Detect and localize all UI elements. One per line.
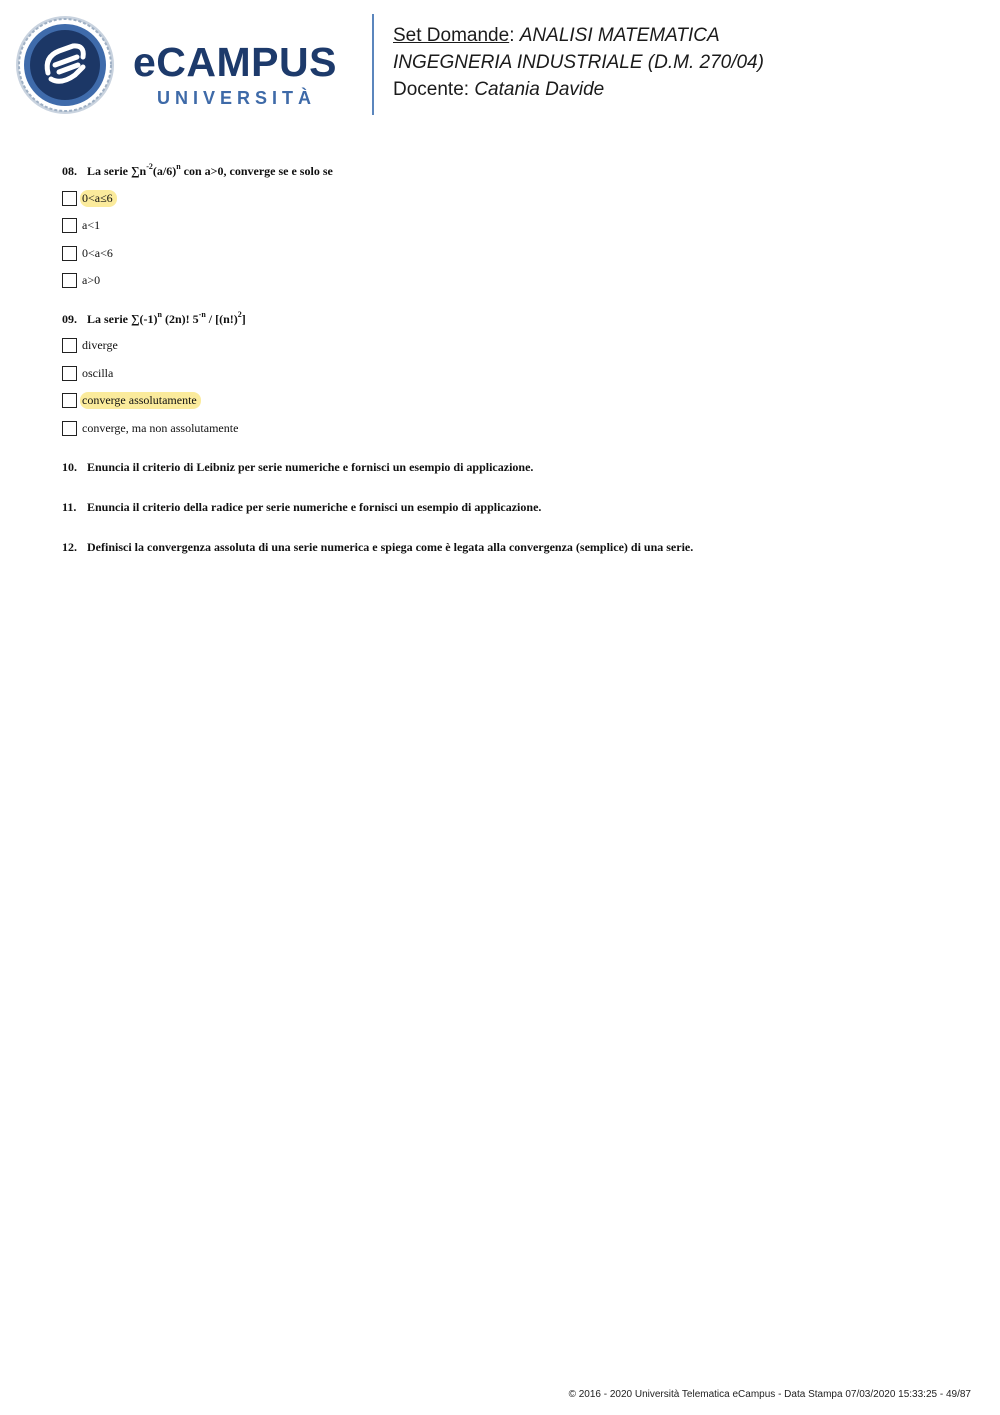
question-number: 12. bbox=[62, 539, 77, 554]
answer-label-highlighted: 0<a≤6 bbox=[80, 190, 117, 207]
set-value: ANALISI MATEMATICA bbox=[519, 25, 720, 46]
course-line: INGEGNERIA INDUSTRIALE (D.M. 270/04) bbox=[393, 52, 764, 73]
text-part: (a/6) bbox=[152, 164, 177, 178]
answer-checkbox[interactable] bbox=[62, 218, 77, 233]
text-part: / [(n!) bbox=[205, 311, 238, 326]
question-number: 08. bbox=[62, 164, 77, 178]
answer-label: a<1 bbox=[82, 218, 101, 233]
question-09-title bbox=[62, 310, 962, 328]
text-superscript: n bbox=[157, 309, 162, 319]
question-number: 09. bbox=[62, 311, 77, 326]
answer-option[interactable] bbox=[62, 337, 962, 355]
teacher-line bbox=[393, 76, 764, 103]
answer-option[interactable] bbox=[62, 272, 962, 290]
answer-option[interactable] bbox=[62, 217, 962, 235]
set-label: Set Domande bbox=[393, 25, 510, 46]
question-text: Definisci la convergenza assoluta di una serie numerica e spiega come è legata alla convergenza (semplice) di una serie. bbox=[87, 539, 694, 554]
answer-checkbox[interactable] bbox=[62, 393, 77, 408]
answer-label-highlighted: converge assolutamente bbox=[80, 392, 201, 409]
question-09 bbox=[62, 310, 962, 438]
question-10 bbox=[62, 458, 962, 476]
header-divider bbox=[372, 14, 374, 115]
question-text: Enuncia il criterio di Leibniz per serie numeriche e fornisci un esempio di applicazione. bbox=[87, 459, 534, 474]
question-08-options bbox=[62, 189, 962, 290]
answer-option[interactable] bbox=[62, 189, 962, 207]
answer-option[interactable] bbox=[62, 392, 962, 410]
answer-label: 0<a<6 bbox=[82, 245, 113, 260]
answer-option[interactable] bbox=[62, 244, 962, 262]
answer-checkbox[interactable] bbox=[62, 338, 77, 353]
answer-label: diverge bbox=[82, 338, 118, 353]
text-superscript: 2 bbox=[237, 309, 242, 319]
logo-wordmark: eCAMPUS bbox=[133, 39, 337, 85]
question-text: Enuncia il criterio della radice per serie numeriche e fornisci un esempio di applicazione. bbox=[87, 499, 542, 514]
question-list bbox=[62, 162, 962, 578]
teacher-label: Docente: bbox=[393, 79, 475, 100]
teacher-value: Catania Davide bbox=[474, 79, 605, 100]
question-text bbox=[87, 162, 333, 180]
text-superscript: n bbox=[176, 162, 181, 171]
text-superscript: -n bbox=[198, 309, 206, 319]
logo-subtitle: UNIVERSITÀ bbox=[157, 88, 317, 108]
question-09-options bbox=[62, 337, 962, 438]
question-number: 11. bbox=[62, 499, 77, 514]
answer-checkbox[interactable] bbox=[62, 246, 77, 261]
answer-option[interactable] bbox=[62, 364, 962, 382]
header-info bbox=[393, 22, 764, 103]
answer-checkbox[interactable] bbox=[62, 366, 77, 381]
text-part: (2n)! 5 bbox=[161, 311, 199, 326]
ecampus-seal-icon bbox=[15, 15, 115, 115]
text-superscript: -2 bbox=[146, 162, 153, 171]
question-08-title bbox=[62, 162, 962, 180]
question-11 bbox=[62, 498, 962, 516]
ecampus-logo bbox=[133, 38, 355, 112]
text-part: con a>0, converge se e solo se bbox=[180, 164, 333, 178]
answer-checkbox[interactable] bbox=[62, 273, 77, 288]
text-part: ] bbox=[241, 311, 246, 326]
question-08 bbox=[62, 162, 962, 290]
text-part: La serie ∑n bbox=[87, 164, 147, 178]
answer-option[interactable] bbox=[62, 420, 962, 438]
question-number: 10. bbox=[62, 459, 77, 474]
text-part: La serie ∑(-1) bbox=[87, 311, 158, 326]
question-text bbox=[87, 310, 246, 328]
question-12 bbox=[62, 538, 962, 556]
page-footer: © 2016 - 2020 Università Telematica eCampus - Data Stampa 07/03/2020 15:33:25 - 49/87 bbox=[568, 1389, 971, 1400]
set-line bbox=[393, 22, 764, 49]
answer-checkbox[interactable] bbox=[62, 421, 77, 436]
page-header bbox=[0, 0, 1000, 130]
answer-label: oscilla bbox=[82, 365, 114, 380]
answer-label: a>0 bbox=[82, 273, 101, 288]
set-separator: : bbox=[509, 25, 520, 46]
answer-checkbox[interactable] bbox=[62, 191, 77, 206]
answer-label: converge, ma non assolutamente bbox=[82, 421, 239, 436]
